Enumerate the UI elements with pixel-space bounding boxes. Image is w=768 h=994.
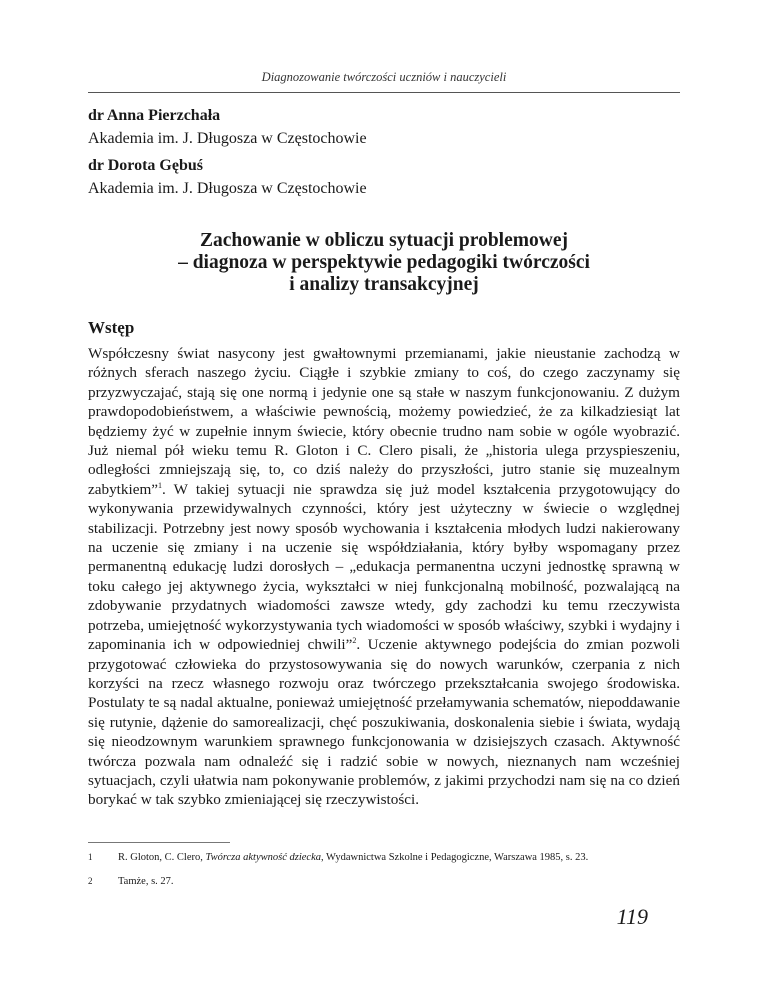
footnote-rule <box>88 842 230 843</box>
section-heading: Wstęp <box>88 318 135 337</box>
author-name: dr Dorota Gębuś <box>88 157 203 174</box>
title-line: i analizy transakcyjnej <box>289 274 479 295</box>
page-number: 119 <box>616 904 648 929</box>
footnote <box>88 852 680 863</box>
footnote-text: Tamże, s. 27. <box>118 876 174 887</box>
author-affiliation: Akademia im. J. Długosza w Częstochowie <box>88 130 367 147</box>
footnote-text: R. Gloton, C. Clero, <box>118 852 206 863</box>
author-block <box>88 107 367 148</box>
author-affiliation: Akademia im. J. Długosza w Częstochowie <box>88 180 367 197</box>
article-title <box>88 230 680 296</box>
body-text-part: . Uczenie aktywnego podejścia do zmian pozwoli przygotować człowieka do przystosowywania się do nowych warunków, czerpania z nich korzyści na rzecz własnego rozwoju oraz twórczego przekształcania swojego środowiska. Postulaty te są nadal aktualne, ponieważ umiejętność przełamywania schematów, niepoddawanie się rutynie, dążenie do samorealizacji, chęć poszukiwania, doskonalenia siebie i świata, wydają się nieodzownym warunkiem sprawnego funkcjonowania w dzisiejszych czasach. Aktywność twórcza pozwala nam odnaleźć się i radzić sobie w nowych, nieznanych nam wcześniej sytuacjach, czyli ułatwia nam pokonywanie problemów, z jakimi przychodzi nam się na co dzień borykać w tak szybko zmieniającej się rzeczywistości. <box>88 636 680 809</box>
running-header: Diagnozowanie twórczości uczniów i nauczycieli <box>261 70 507 84</box>
title-line: Zachowanie w obliczu sytuacji problemowej <box>200 230 568 251</box>
body-paragraph <box>88 344 680 810</box>
footnote-ref: 1 <box>158 480 162 490</box>
body-text-part: . W takiej sytuacji nie sprawdza się już model kształcenia przygotowujący do wykonywania przewidywalnych czynności, który jest użyteczny w świecie o względnej stabilizacji. Potrzebny jest nowy sposób wychowania i kształcenia młodych ludzi nakierowany na uczenie się zmiany i na uczenie się współdziałania, który byłby wspomagany przez permanentną edukację ludzi dorosłych – „edukacja permanentna uczyni jednostkę sprawną w toku całego jej aktywnego życia, wykształci w niej funkcjonalną mobilność, pozwalającą na zdobywanie przydatnych wiadomości zawsze wtedy, gdy zachodzi ku temu rzeczywista potrzeba, umiejętność wykorzystywania tych wiadomości w sposób właściwy, szybki i wydajny i zapominania ich w odpowiedniej chwili” <box>88 480 680 654</box>
title-line: – diagnoza w perspektywie pedagogiki twórczości <box>178 252 590 273</box>
footnote-text: , Wydawnictwa Szkolne i Pedagogiczne, Warszawa 1985, s. 23. <box>321 852 589 863</box>
author-block <box>88 157 367 198</box>
footnote-cited-title: Twórcza aktywność dziecka <box>205 852 321 863</box>
header-rule <box>88 92 680 93</box>
author-name: dr Anna Pierzchała <box>88 107 221 124</box>
footnote-number: 1 <box>88 852 93 862</box>
footnote-number: 2 <box>88 876 93 886</box>
footnote-ref: 2 <box>352 636 357 646</box>
body-text-part: Współczesny świat nasycony jest gwałtownymi przemianami, jakie nieustanie zachodzą w różnych sferach naszego życiu. Ciągłe i szybkie zmiany to coś, do czego zaczynamy się przyzwyczajać, stają się one normą i jedynie one są stałe w naszym funkcjonowaniu. Z dużym prawdopodobieństwem, a właściwie pewnością, możemy powiedzieć, że za kilkadziesiąt lat będziemy żyć w zupełnie innym świecie, który obecnie trudno nam sobie w ogóle wyobrazić. Już niemal pół wieku temu R. Gloton i C. Clero pisali, że „historia ulega przyspieszeniu, odległości zmniejszają się, to, co dziś należy do przyszłości, jutro stanie się muzealnym zabytkiem” <box>88 345 680 498</box>
footnote <box>88 876 680 887</box>
